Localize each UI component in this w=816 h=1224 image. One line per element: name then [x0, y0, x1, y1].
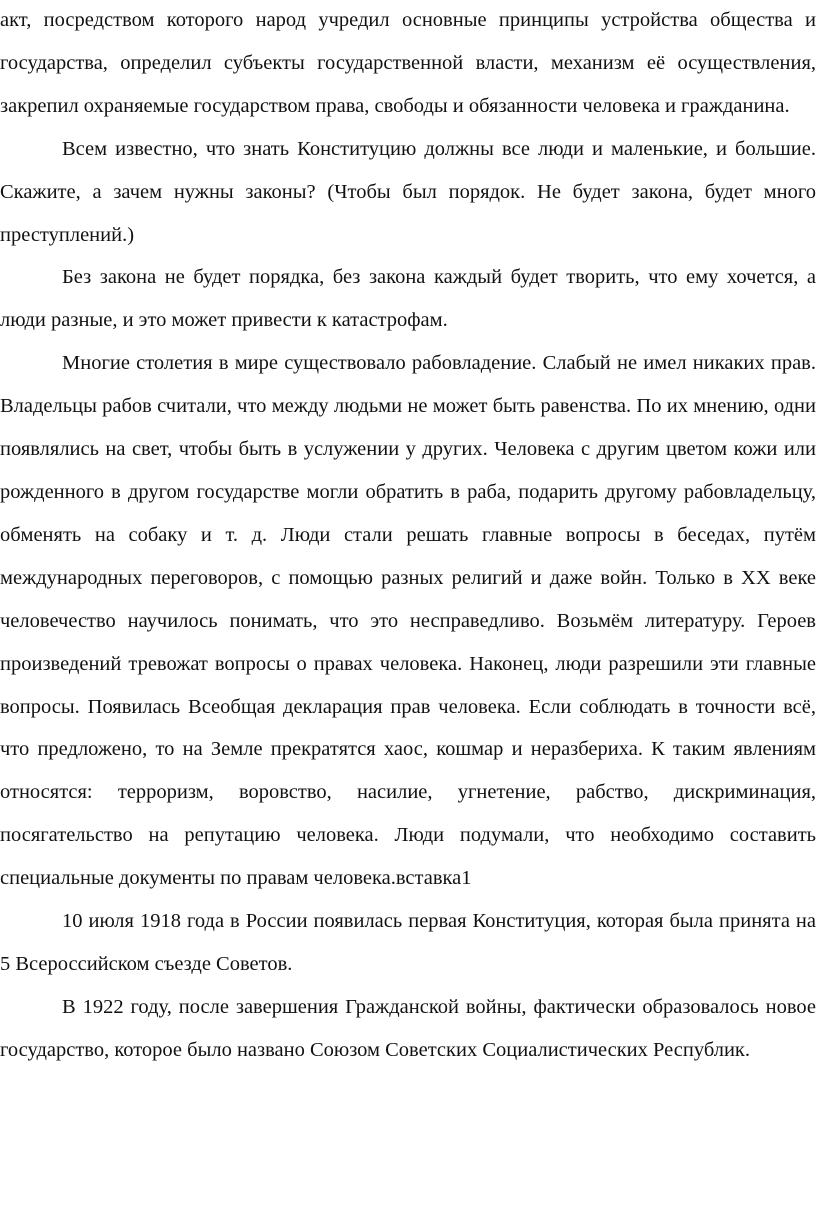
paragraph-constitution-1918: 10 июля 1918 года в России появилась первая Конституция, которая была принята на 5 Всероссийском съезде Советов.: [0, 910, 816, 975]
paragraph-without-law: Без закона не будет порядка, без закона каждый будет творить, что ему хочется, а люди разные, и это может привести к катастрофам.: [0, 266, 816, 332]
paragraph-ussr-1922: В 1922 году, после завершения Гражданской войны, фактически образовалось новое государство, которое было названо Союзом Советских Социалистических Республик.: [0, 995, 816, 1061]
paragraph-constitution-definition: акт, посредством которого народ учредил основные принципы устройства общества и государства, определил субъекты государственной власти, механизм её осуществления, закрепил охраняемые государством права, свободы и обязанности человека и гражданина.: [0, 9, 816, 117]
paragraph-why-laws: Всем известно, что знать Конституцию должны все люди и маленькие, и большие. Скажите, а зачем нужны законы? (Чтобы был порядок. Не будет закона, будет много преступлений.): [0, 137, 816, 246]
paragraph-slavery-history: Многие столетия в мире существовало рабовладение. Слабый не имел никаких прав. Владельцы рабов считали, что между людьми не может быть равенства. По их мнению, одни появлялись на свет, чтобы быть в услужении у других. Человека с другим цветом кожи или рожденного в другом государстве могли обратить в раба, подарить другому рабовладельцу, обменять на собаку и т. д. Люди стали решать главные вопросы в беседах, путём международных переговоров, с помощью разных религий и даже войн. Только в XX веке человечество научилось понимать, что это несправедливо. Возьмём литературу. Героев произведений тревожат вопросы о правах человека. Наконец, люди разрешили эти главные вопросы. Появилась Всеобщая декларация прав человека. Если соблюдать в точности всё, что предложено, то на Земле прекратятся хаос, кошмар и неразбериха. К таким явлениям относятся: терроризм, воровство, насилие, угнетение, рабство, дискриминация, посягательство на репутацию человека. Люди подумали, что необходимо составить специальные документы по правам человека.вставка1: [0, 352, 816, 890]
